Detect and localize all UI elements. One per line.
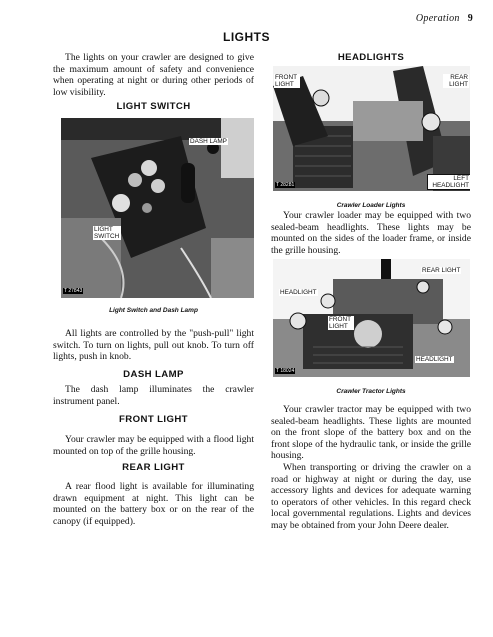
front-light-paragraph: Your crawler may be equipped with a flood light mounted on top of the grille housing. [53, 434, 254, 457]
callout-light-switch: LIGHT SWITCH [94, 226, 120, 240]
figure2-caption: Crawler Loader Lights [336, 202, 406, 209]
callout-dash-lamp: DASH LAMP [190, 138, 227, 145]
dash-lamp-paragraph: The dash lamp illuminates the crawler instrument panel. [53, 384, 254, 407]
crawler-tractor-photo [273, 259, 470, 377]
front-light-heading: FRONT LIGHT [119, 414, 188, 425]
callout-loader-front-light: FRONT LIGHT [274, 74, 300, 88]
callout-loader-left-headlight: LEFT HEADLIGHT [427, 174, 470, 190]
figure3-caption: Crawler Tractor Lights [336, 388, 406, 395]
light-switch-heading: LIGHT SWITCH [116, 101, 191, 112]
figure1-caption: Light Switch and Dash Lamp [109, 307, 198, 314]
intro-paragraph: The lights on your crawler are designed to give the maximum amount of safety and convenience when operating at night or during other periods of low visibility. [53, 52, 254, 98]
transport-paragraph: When transporting or driving the crawler on a road or highway at night or during the day, use accessory lights and devices for adequate warning to operators of other vehicles. In this regard check local governmental regulations. Lights and devices may be obtained from your John Deere dealer. [271, 462, 471, 531]
light-switch-photo [61, 118, 254, 298]
callout-loader-rear-light: REAR LIGHT [443, 74, 469, 88]
callout-tractor-rear-light: REAR LIGHT [422, 267, 461, 274]
crawler-loader-photo-art [273, 66, 470, 191]
light-switch-photo-art [61, 118, 254, 298]
tractor-paragraph: Your crawler tractor may be equipped with two sealed-beam headlights. These lights are mounted on the front slope of the battery box and on the front slope of the hydraulic tank, or inside the grille housing. [271, 404, 471, 461]
callout-tractor-headlight-top: HEADLIGHT [280, 289, 317, 296]
rear-light-paragraph: A rear flood light is available for illuminating drawn equipment at night. This light can be mounted on the battery box or on the rear of the canopy (if equipped). [53, 481, 254, 527]
photo-id-3: T 18024 [276, 368, 295, 374]
page-number: 9 [467, 13, 473, 24]
loader-paragraph: Your crawler loader may be equipped with two sealed-beam headlights. These lights may be mounted on the sides of the loader frame, or inside the grille housing. [271, 210, 471, 256]
switch-paragraph: All lights are controlled by the "push-pull" light switch. To turn on lights, pull out knob. To turn off lights, push in knob. [53, 328, 254, 362]
running-head [416, 13, 473, 24]
crawler-loader-photo [273, 66, 470, 191]
callout-tractor-headlight-bottom: HEADLIGHT [416, 356, 453, 363]
photo-id-1: T 27843 [64, 288, 83, 294]
rear-light-heading: REAR LIGHT [122, 462, 185, 473]
photo-id-2: T 28281 [276, 182, 295, 188]
section-name: Operation [415, 13, 460, 24]
headlights-heading: HEADLIGHTS [337, 52, 405, 63]
page-title: LIGHTS [223, 30, 270, 44]
callout-tractor-front-light: FRONT LIGHT [328, 316, 354, 330]
dash-lamp-heading: DASH LAMP [123, 369, 184, 380]
